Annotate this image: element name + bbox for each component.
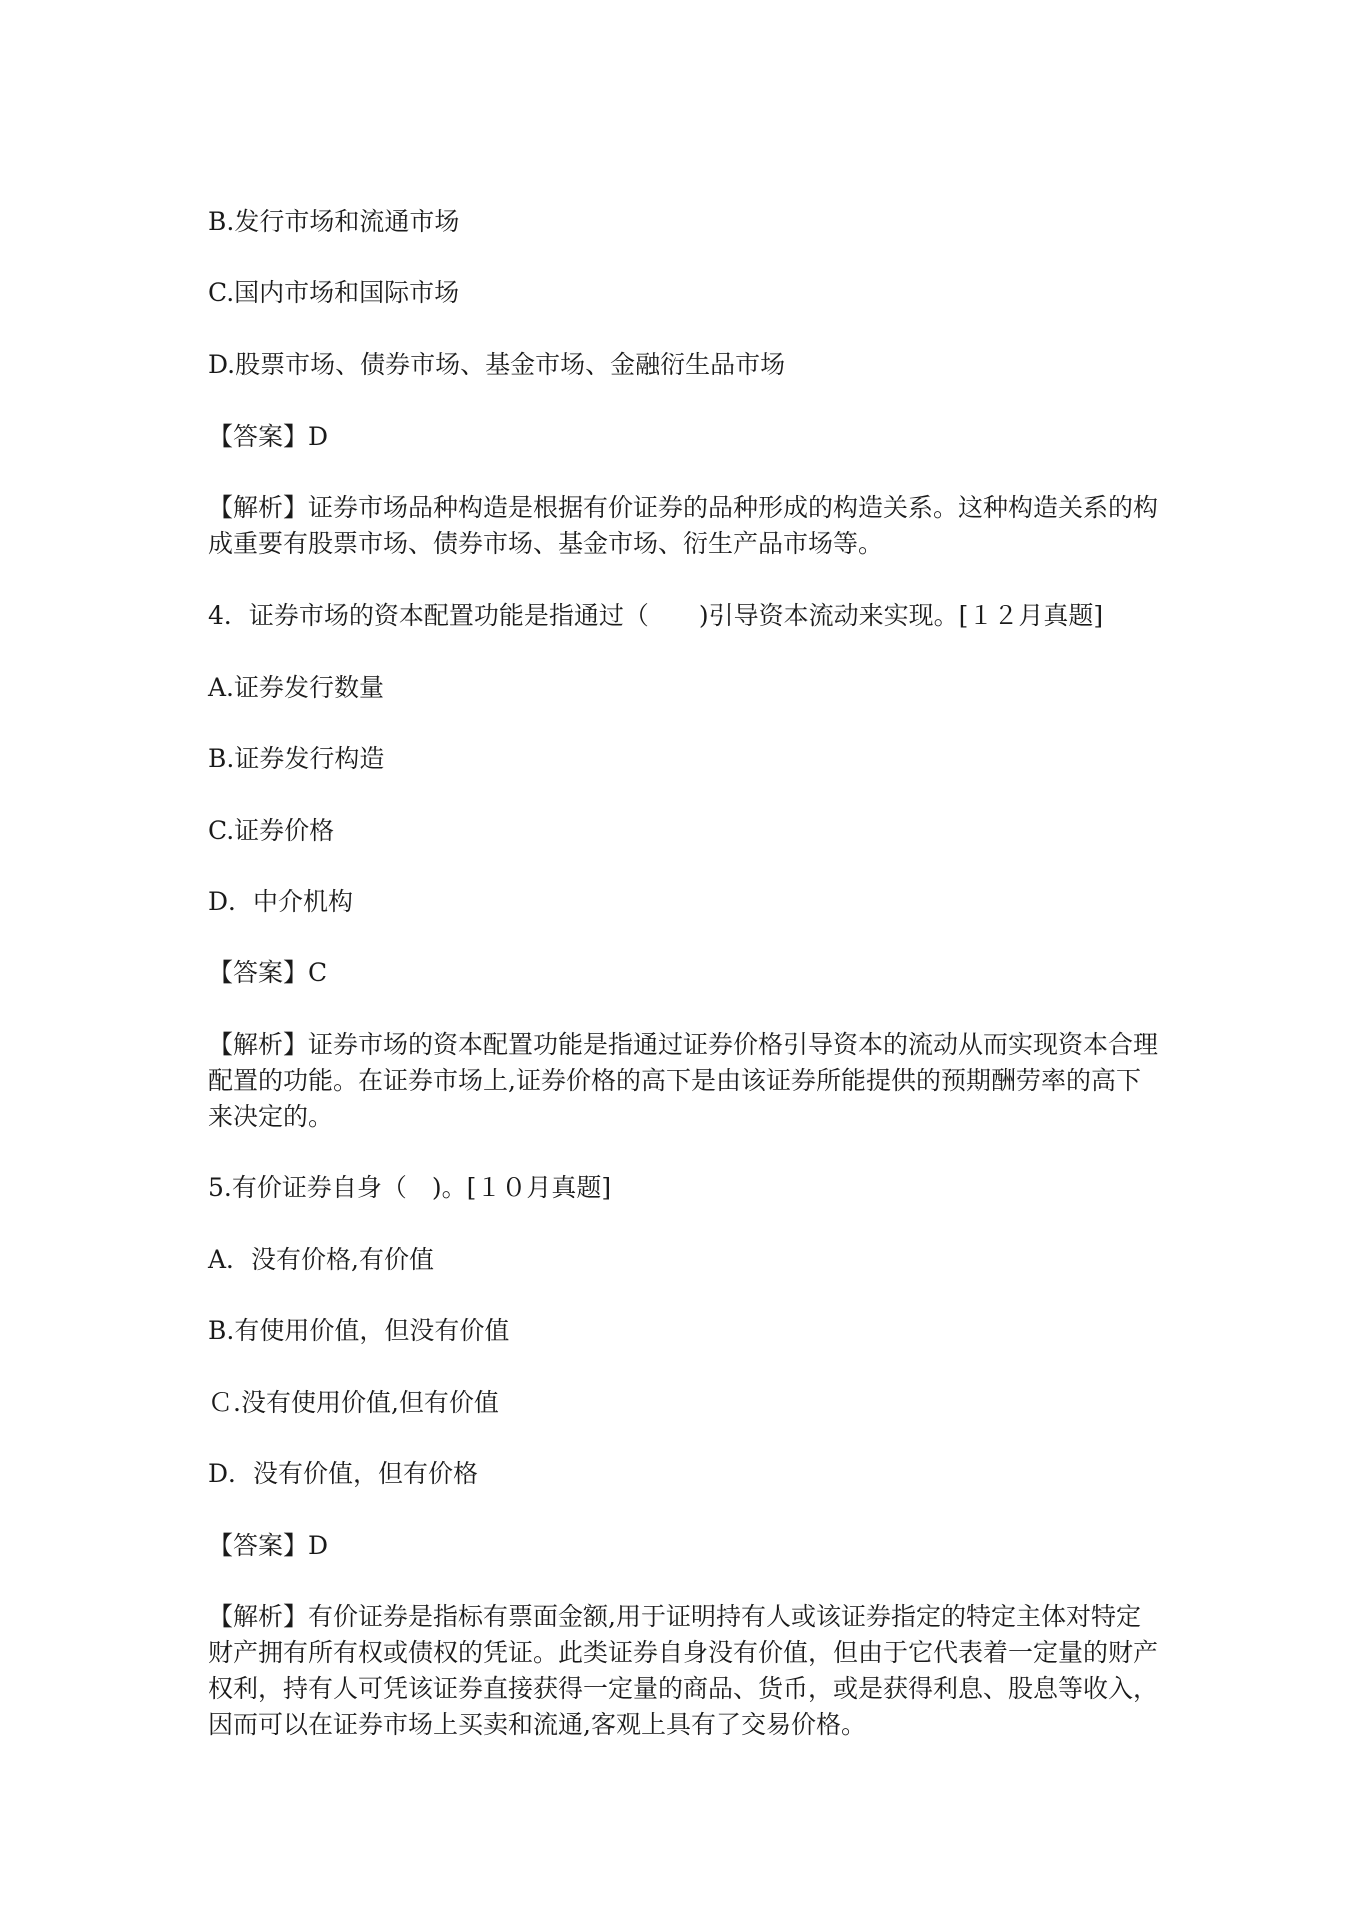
- q3-analysis: [208, 490, 1168, 562]
- q3-analysis-line-2: 成重要有股票市场、债券市场、基金市场、衍生产品市场等。: [208, 529, 884, 558]
- q3-analysis-line-1: 【解析】证券市场品种构造是根据有价证券的品种形成的构造关系。这种构造关系的构: [208, 493, 1159, 522]
- q5-option-c: Ｃ.没有使用价值,但有价值: [208, 1388, 499, 1417]
- q4-analysis-line-3: 来决定的。: [208, 1102, 334, 1131]
- q4-analysis-line-2: 配置的功能。在证券市场上,证券价格的高下是由该证券所能提供的预期酬劳率的高下: [208, 1066, 1141, 1095]
- q4-analysis: [208, 1027, 1168, 1135]
- q3-option-d: D.股票市场、债券市场、基金市场、金融衍生品市场: [208, 350, 786, 379]
- q5-analysis-line-2: 财产拥有所有权或债权的凭证。此类证券自身没有价值，但由于它代表着一定量的财产: [208, 1638, 1159, 1667]
- q3-option-c: C.国内市场和国际市场: [208, 278, 460, 307]
- q5-question: 5.有价证券自身（ )。[１０月真题]: [208, 1173, 612, 1202]
- q4-question: 4．证券市场的资本配置功能是指通过（ )引导资本流动来实现。[１２月真题]: [208, 601, 1104, 630]
- q4-analysis-line-1: 【解析】证券市场的资本配置功能是指通过证券价格引导资本的流动从而实现资本合理: [208, 1030, 1159, 1059]
- q3-answer: 【答案】D: [208, 422, 329, 451]
- q5-option-b: B.有使用价值，但没有价值: [208, 1316, 510, 1345]
- q5-option-d: D．没有价值，但有价格: [208, 1459, 479, 1488]
- q5-answer: 【答案】D: [208, 1531, 329, 1560]
- q4-option-a: A.证券发行数量: [208, 673, 385, 702]
- q4-option-b: B.证券发行构造: [208, 744, 385, 773]
- q5-analysis: [208, 1599, 1168, 1743]
- q5-analysis-line-3: 权利，持有人可凭该证券直接获得一定量的商品、货币，或是获得利息、股息等收入，: [208, 1674, 1159, 1703]
- q4-option-c: C.证券价格: [208, 816, 335, 845]
- q4-answer: 【答案】C: [208, 958, 328, 987]
- q5-analysis-line-1: 【解析】有价证券是指标有票面金额,用于证明持有人或该证券指定的特定主体对特定: [208, 1602, 1141, 1631]
- q4-option-d: D．中介机构: [208, 887, 354, 916]
- q5-option-a: A．没有价格,有价值: [208, 1245, 435, 1274]
- q3-option-b: B.发行市场和流通市场: [208, 207, 460, 236]
- q5-analysis-line-4: 因而可以在证券市场上买卖和流通,客观上具有了交易价格。: [208, 1710, 866, 1739]
